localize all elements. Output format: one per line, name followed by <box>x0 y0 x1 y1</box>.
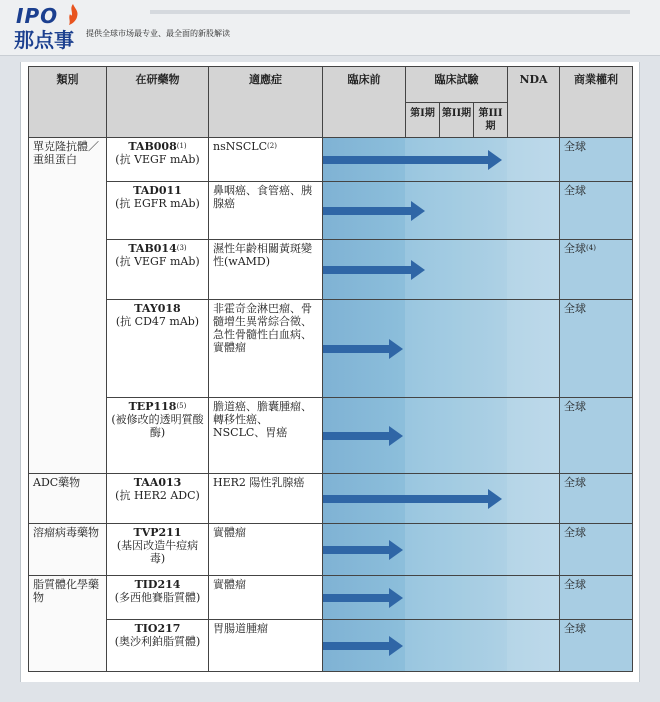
rights-text: 全球 <box>564 140 587 153</box>
drug-code: TAD011 <box>133 184 182 197</box>
rights-text: 全球 <box>564 302 587 315</box>
rights-cell <box>560 300 633 398</box>
indication-text: 胃腸道腫瘤 <box>213 622 268 635</box>
rights-cell <box>560 524 633 576</box>
header-clinical: 臨床試驗 <box>406 67 508 103</box>
indication-text: 鼻咽癌、食管癌、胰腺癌 <box>213 184 312 210</box>
drug-desc: (奥沙利鉑脂質體) <box>114 635 201 648</box>
drug-code: TAB014 <box>128 242 177 255</box>
drug-desc: (抗 EGFR mAb) <box>115 197 200 210</box>
rights-text: 全球 <box>564 622 587 635</box>
rights-note: (4) <box>586 244 596 252</box>
drug-code: TEP118 <box>128 400 177 413</box>
header-nda: NDA <box>508 67 560 138</box>
drug-cell <box>107 182 209 240</box>
indication-text: 濕性年齡相關黃斑變性(wAMD) <box>213 242 312 268</box>
indication-text: 膽道癌、膽囊腫瘤、轉移性癌、NSCLC、胃癌 <box>213 400 312 439</box>
drug-code: TAA013 <box>133 476 182 489</box>
indication-text: nsNSCLC <box>213 140 268 153</box>
category-cell: 脂質體化學藥物 <box>29 576 107 672</box>
indication-cell <box>209 138 323 182</box>
indication-note: (2) <box>267 142 277 150</box>
drug-cell <box>107 474 209 524</box>
drug-code: TIO217 <box>134 622 181 635</box>
drug-desc: (抗 CD47 mAb) <box>115 315 200 328</box>
header-category: 類別 <box>29 67 107 138</box>
drug-note: (5) <box>176 402 187 410</box>
rights-cell <box>560 138 633 182</box>
indication-text: 實體瘤 <box>213 578 246 591</box>
rights-text: 全球 <box>564 578 587 591</box>
drug-desc: (抗 HER2 ADC) <box>115 489 200 502</box>
rights-text: 全球 <box>564 242 587 255</box>
drug-cell <box>107 620 209 672</box>
indication-cell <box>209 524 323 576</box>
rights-text: 全球 <box>564 526 587 539</box>
header-preclinical: 臨床前 <box>323 67 406 138</box>
drug-desc: (抗 VEGF mAb) <box>115 153 200 166</box>
drug-cell <box>107 398 209 474</box>
rights-cell <box>560 474 633 524</box>
rights-cell <box>560 240 633 300</box>
header-drug: 在研藥物 <box>107 67 209 138</box>
drug-cell <box>107 576 209 620</box>
drug-cell <box>107 300 209 398</box>
category-cell: 單克隆抗體／重組蛋白 <box>29 138 107 474</box>
drug-desc: (基因改造牛痘病毒) <box>116 539 199 565</box>
rights-cell <box>560 398 633 474</box>
category-cell: 溶瘤病毒藥物 <box>29 524 107 576</box>
rights-text: 全球 <box>564 400 587 413</box>
header-phase1: 第I期 <box>406 103 440 138</box>
rights-text: 全球 <box>564 476 587 489</box>
indication-cell <box>209 576 323 620</box>
indication-text: 非霍奇金淋巴瘤、骨髓增生異常綜合徵、急性骨髓性白血病、實體瘤 <box>213 302 312 354</box>
header-bar <box>0 0 660 56</box>
header-phase3: 第III期 <box>474 103 508 138</box>
logo-cn-text: 那点事 <box>14 28 74 52</box>
drug-desc: (抗 VEGF mAb) <box>115 255 200 268</box>
rights-cell <box>560 576 633 620</box>
rights-text: 全球 <box>564 184 587 197</box>
category-cell: ADC藥物 <box>29 474 107 524</box>
drug-desc: (多西他賽脂質體) <box>114 591 201 604</box>
drug-note: (3) <box>176 244 187 252</box>
drug-code: TAB008 <box>128 140 177 153</box>
header-stripe <box>150 10 630 14</box>
indication-cell <box>209 300 323 398</box>
header-indication: 適應症 <box>209 67 323 138</box>
drug-cell <box>107 138 209 182</box>
drug-code: TID214 <box>134 578 181 591</box>
logo-ipo-text: IPO <box>16 4 59 28</box>
ipo-logo <box>14 4 84 52</box>
drug-code: TVP211 <box>133 526 182 539</box>
rights-cell <box>560 182 633 240</box>
drug-code: TAY018 <box>134 302 181 315</box>
drug-note: (1) <box>176 142 187 150</box>
tagline: 提供全球市场最专业、最全面的新股解读 <box>86 29 230 38</box>
indication-cell <box>209 240 323 300</box>
indication-cell <box>209 398 323 474</box>
indication-cell <box>209 620 323 672</box>
flame-icon <box>66 4 80 26</box>
indication-cell <box>209 474 323 524</box>
indication-cell <box>209 182 323 240</box>
drug-desc: (被修改的透明質酸酶) <box>111 413 204 439</box>
rights-cell <box>560 620 633 672</box>
header-rights: 商業權利 <box>560 67 633 138</box>
indication-text: 實體瘤 <box>213 526 246 539</box>
header-phase2: 第II期 <box>440 103 474 138</box>
drug-cell <box>107 524 209 576</box>
indication-text: HER2 陽性乳腺癌 <box>213 476 305 489</box>
drug-cell <box>107 240 209 300</box>
